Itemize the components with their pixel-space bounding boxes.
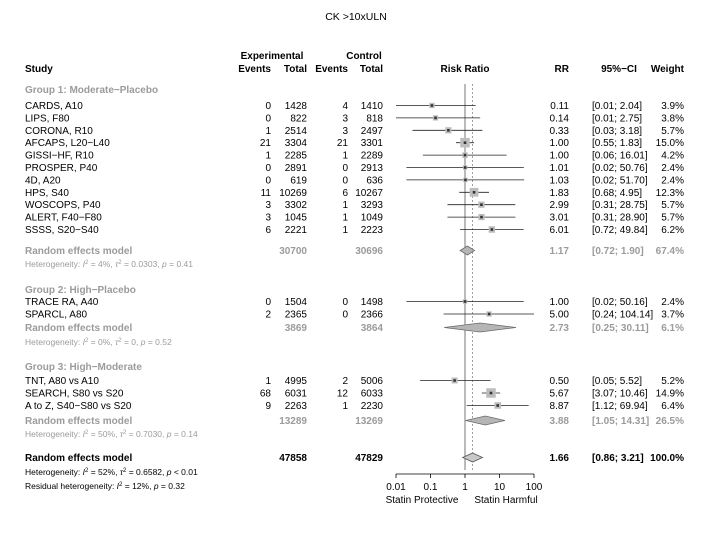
axis-tick-label: 10	[493, 482, 506, 493]
header-experimental: Experimental	[240, 51, 304, 62]
exp-total: 1428	[284, 101, 307, 112]
ci-value: [0.55; 1.83]	[592, 138, 643, 150]
overall-heterogeneity: Heterogeneity: $I^2 = 52\%$, $\tau^2 = 0.6582$, p < 0.01	[25, 467, 198, 477]
exp-events: 11	[260, 187, 271, 199]
exp-events: 0	[265, 113, 271, 125]
rr-value: 0.50	[549, 376, 569, 387]
point-estimate	[464, 154, 467, 157]
subgroup-ci: [0.25; 30.11]	[592, 323, 649, 334]
weight-value: 3.9%	[661, 101, 684, 112]
exp-events: 0	[265, 175, 271, 187]
exp-total: 2365	[284, 309, 307, 321]
weight-value: 4.2%	[661, 150, 684, 162]
weight-value: 5.7%	[661, 200, 684, 212]
header-exp-total: Total	[283, 64, 307, 75]
exp-events: 0	[265, 101, 271, 112]
x-axis	[386, 474, 543, 506]
ctl-total: 2230	[360, 401, 383, 412]
subgroup-model-label: Random effects model	[25, 246, 133, 257]
point-estimate	[464, 300, 467, 303]
column-headers	[25, 51, 685, 75]
subgroup-ci: [0.72; 1.90]	[592, 246, 644, 257]
ctl-total: 3301	[360, 138, 383, 150]
header-control: Control	[346, 51, 382, 62]
exp-events: 3	[265, 200, 271, 212]
overall-weight: 100.0%	[650, 453, 684, 464]
rr-value: 1.00	[549, 150, 569, 162]
ci-value: [0.31; 28.75]	[592, 200, 648, 212]
group-label: Group 3: High−Moderate	[25, 362, 142, 373]
subgroup-heterogeneity: Heterogeneity: $I^2 = 4\%$, $\tau^2 = 0.0303$, p = 0.41	[25, 259, 193, 269]
study-name: WOSCOPS, P40	[25, 200, 101, 212]
weight-value: 6.2%	[661, 225, 684, 236]
ctl-total: 10267	[355, 187, 383, 199]
ctl-total: 5006	[360, 376, 383, 387]
exp-events: 0	[265, 163, 271, 174]
rr-value: 1.03	[549, 175, 569, 187]
subgroup-model-label: Random effects model	[25, 323, 133, 334]
study-name: PROSPER, P40	[25, 163, 98, 174]
exp-events: 21	[259, 138, 271, 150]
exp-total: 2514	[284, 125, 307, 137]
rr-value: 1.01	[549, 163, 569, 174]
study-name: CARDS, A10	[25, 101, 83, 112]
subgroup-ci: [1.05; 14.31]	[592, 416, 650, 427]
weight-value: 5.2%	[661, 376, 684, 387]
subgroup-exp-total: 3869	[284, 323, 307, 334]
header-ctl-events: Events	[315, 64, 348, 75]
overall-diamond	[463, 453, 483, 462]
exp-total: 2221	[284, 225, 307, 236]
study-name: 4D, A20	[25, 175, 61, 187]
ctl-events: 0	[342, 297, 348, 308]
ci-value: [0.24; 104.14]	[592, 309, 654, 321]
weight-value: 14.9%	[655, 388, 684, 400]
study-name: SSSS, S20−S40	[25, 225, 99, 236]
group-label: Group 1: Moderate−Placebo	[25, 85, 159, 96]
header-risk-ratio: Risk Ratio	[440, 64, 490, 75]
exp-events: 3	[265, 212, 271, 224]
exp-total: 4995	[284, 376, 307, 387]
ctl-total: 2289	[360, 150, 383, 162]
ctl-events: 1	[342, 200, 348, 212]
exp-total: 1045	[284, 212, 307, 224]
exp-total: 3304	[284, 138, 307, 150]
point-estimate	[480, 203, 483, 206]
exp-total: 2891	[284, 163, 307, 174]
ctl-total: 818	[366, 113, 383, 125]
subgroup-heterogeneity: Heterogeneity: $I^2 = 50\%$, $\tau^2 = 0.7030$, p = 0.14	[25, 429, 198, 439]
study-name: HPS, S40	[25, 187, 69, 199]
ctl-events: 3	[342, 113, 348, 125]
overall-ci: [0.86; 3.21]	[592, 453, 644, 464]
weight-value: 2.4%	[661, 175, 684, 187]
rr-value: 5.67	[549, 388, 569, 400]
header-rr: RR	[554, 64, 569, 75]
weight-value: 15.0%	[655, 138, 684, 150]
exp-total: 2285	[284, 150, 307, 162]
ctl-events: 0	[342, 309, 348, 321]
ctl-total: 2223	[360, 225, 383, 236]
rr-value: 0.14	[549, 113, 569, 125]
overall-model-label: Random effects model	[25, 453, 133, 464]
axis-tick-label: 100	[525, 482, 543, 493]
study-name: CORONA, R10	[25, 125, 93, 137]
ci-value: [0.68; 4.95]	[592, 187, 643, 199]
forest-rows	[25, 85, 684, 491]
exp-events: 68	[259, 388, 271, 400]
subgroup-diamond	[444, 323, 516, 332]
ci-value: [1.12; 69.94]	[592, 401, 648, 412]
header-ctl-total: Total	[359, 64, 383, 75]
weight-value: 3.7%	[661, 309, 684, 321]
study-name: A to Z, S40−S80 vs S20	[25, 401, 132, 412]
ctl-total: 636	[366, 175, 383, 187]
subgroup-diamond	[466, 416, 505, 425]
overall-ctl-total: 47829	[355, 453, 383, 464]
ctl-events: 0	[342, 163, 348, 174]
weight-value: 5.7%	[661, 212, 684, 224]
point-estimate	[447, 129, 450, 132]
exp-events: 2	[265, 309, 271, 321]
point-estimate	[473, 191, 476, 194]
ctl-events: 1	[342, 150, 348, 162]
rr-value: 8.87	[549, 401, 569, 412]
ctl-total: 6033	[360, 388, 383, 400]
subgroup-weight: 26.5%	[655, 416, 684, 427]
ci-value: [0.06; 16.01]	[592, 150, 648, 162]
weight-value: 2.4%	[661, 163, 684, 174]
study-name: GISSI−HF, R10	[25, 150, 94, 162]
ctl-total: 2497	[360, 125, 383, 137]
exp-total: 2263	[284, 401, 307, 412]
exp-total: 822	[290, 113, 307, 125]
rr-value: 1.00	[549, 297, 569, 308]
exp-events: 1	[265, 125, 271, 137]
ctl-events: 1	[342, 401, 348, 412]
ctl-events: 2	[342, 376, 348, 387]
rr-value: 1.00	[549, 138, 569, 150]
ctl-events: 3	[342, 125, 348, 137]
group-label: Group 2: High−Placebo	[25, 285, 136, 296]
ci-value: [0.03; 3.18]	[592, 125, 643, 137]
weight-value: 12.3%	[655, 187, 684, 199]
study-name: LIPS, F80	[25, 113, 70, 125]
ci-value: [0.02; 51.70]	[592, 175, 648, 187]
point-estimate	[464, 141, 467, 144]
ci-value: [0.01; 2.75]	[592, 113, 643, 125]
chart-title: CK >10xULN	[325, 11, 387, 23]
point-estimate	[464, 179, 467, 182]
ctl-events: 1	[342, 225, 348, 236]
point-estimate	[488, 313, 491, 316]
exp-events: 9	[265, 401, 271, 412]
weight-value: 3.8%	[661, 113, 684, 125]
rr-value: 0.11	[550, 101, 569, 112]
header-weight: Weight	[650, 64, 684, 75]
ctl-total: 3293	[360, 200, 383, 212]
subgroup-ctl-total: 13269	[355, 416, 383, 427]
weight-value: 2.4%	[661, 297, 684, 308]
point-estimate	[434, 117, 437, 120]
ctl-events: 12	[336, 388, 348, 400]
overall-rr: 1.66	[549, 453, 569, 464]
ctl-total: 1498	[360, 297, 383, 308]
point-estimate	[480, 216, 483, 219]
axis-tick-label: 0.1	[423, 482, 438, 493]
exp-events: 0	[265, 297, 271, 308]
rr-value: 1.83	[549, 187, 569, 199]
ci-value: [3.07; 10.46]	[592, 388, 648, 400]
subgroup-weight: 67.4%	[655, 246, 684, 257]
ctl-events: 0	[342, 175, 348, 187]
subgroup-exp-total: 30700	[279, 246, 307, 257]
ci-value: [0.05; 5.52]	[592, 376, 643, 387]
header-ci: 95%−CI	[601, 64, 637, 75]
ctl-events: 1	[342, 212, 348, 224]
point-estimate	[496, 404, 499, 407]
subgroup-heterogeneity: Heterogeneity: $I^2 = 0\%$, $\tau^2 = 0$, p = 0.52	[25, 337, 172, 347]
ctl-total: 1410	[360, 101, 383, 112]
subgroup-ctl-total: 30696	[355, 246, 383, 257]
weight-value: 6.4%	[661, 401, 684, 412]
study-name: TRACE RA, A40	[25, 297, 99, 308]
exp-events: 1	[265, 150, 271, 162]
point-estimate	[431, 104, 434, 107]
subgroup-exp-total: 13289	[279, 416, 307, 427]
ci-value: [0.31; 28.90]	[592, 212, 648, 224]
exp-events: 6	[265, 225, 271, 236]
ci-value: [0.01; 2.04]	[592, 101, 643, 112]
axis-tick-label: 1	[462, 482, 468, 493]
overall-exp-total: 47858	[279, 453, 307, 464]
study-name: TNT, A80 vs A10	[25, 376, 99, 387]
exp-total: 10269	[279, 187, 307, 199]
ci-value: [0.02; 50.76]	[592, 163, 648, 174]
exp-events: 1	[265, 376, 271, 387]
exp-total: 6031	[284, 388, 307, 400]
point-estimate	[453, 379, 456, 382]
header-exp-events: Events	[238, 64, 271, 75]
rr-value: 3.01	[549, 212, 569, 224]
exp-total: 619	[290, 175, 307, 187]
subgroup-rr: 3.88	[549, 416, 569, 427]
ctl-events: 4	[342, 101, 348, 112]
subgroup-weight: 6.1%	[661, 323, 684, 334]
study-name: SPARCL, A80	[25, 309, 88, 321]
subgroup-ctl-total: 3864	[360, 323, 383, 334]
rr-value: 2.99	[549, 200, 569, 212]
ctl-total: 1049	[360, 212, 383, 224]
study-name: SEARCH, S80 vs S20	[25, 388, 124, 400]
subgroup-rr: 1.17	[549, 246, 569, 257]
subgroup-model-label: Random effects model	[25, 416, 133, 427]
study-name: ALERT, F40−F80	[25, 212, 102, 224]
study-name: AFCAPS, L20−L40	[25, 138, 110, 150]
rr-value: 5.00	[549, 309, 569, 321]
axis-label-protective: Statin Protective	[385, 495, 459, 506]
ctl-total: 2366	[360, 309, 383, 321]
ctl-events: 21	[336, 138, 348, 150]
rr-value: 6.01	[549, 225, 569, 236]
point-estimate	[491, 228, 494, 231]
residual-heterogeneity: Residual heterogeneity: $I^2 = 12\%$, p = 0.32	[25, 481, 185, 491]
weight-value: 5.7%	[661, 125, 684, 137]
axis-tick-label: 0.01	[386, 482, 406, 493]
point-estimate	[490, 392, 493, 395]
ctl-events: 6	[342, 187, 348, 199]
exp-total: 1504	[284, 297, 307, 308]
ci-value: [0.72; 49.84]	[592, 225, 648, 236]
ci-value: [0.02; 50.16]	[592, 297, 648, 308]
exp-total: 3302	[284, 200, 307, 212]
ctl-total: 2913	[360, 163, 383, 174]
point-estimate	[464, 166, 467, 169]
header-study: Study	[25, 64, 53, 75]
subgroup-rr: 2.73	[549, 323, 569, 334]
axis-label-harmful: Statin Harmful	[474, 495, 538, 506]
rr-value: 0.33	[549, 125, 569, 137]
